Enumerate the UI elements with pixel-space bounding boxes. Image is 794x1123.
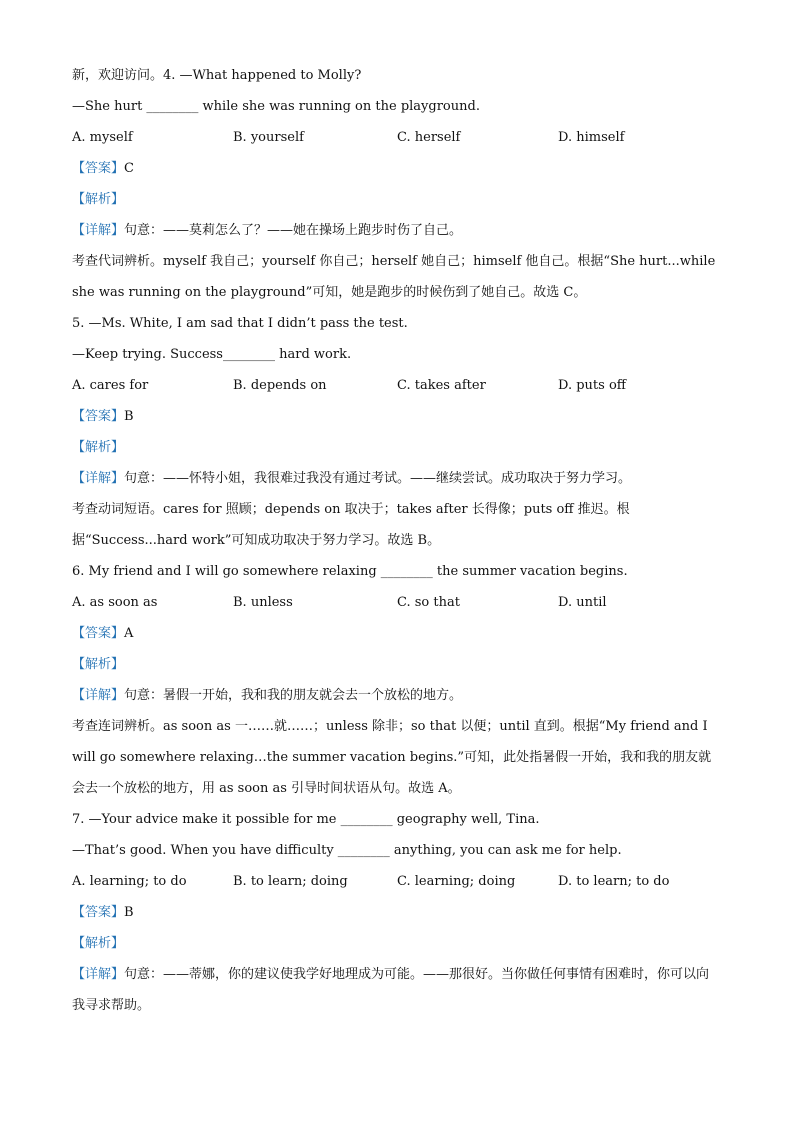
option-a: A. cares for	[72, 378, 149, 393]
detail-line	[72, 463, 722, 494]
detail-tag: 【详解】	[72, 471, 125, 486]
answer-tag: 【答案】	[72, 905, 125, 920]
question-5-stem: 5. —Ms. White, I am sad that I didn’t pass the test.	[72, 316, 408, 331]
option-c: C. so that	[397, 595, 460, 610]
detail-line	[72, 959, 722, 1021]
answer-line	[72, 897, 722, 928]
detail-tag: 【详解】	[72, 223, 125, 238]
analysis-line	[72, 184, 722, 215]
option-c: C. herself	[397, 130, 461, 145]
option-c: C. takes after	[397, 378, 486, 393]
question-6-options	[72, 587, 722, 618]
question-4-options	[72, 122, 722, 153]
question-4-stem: 新，欢迎访问。4. —What happened to Molly?	[72, 68, 362, 83]
option-d: D. to learn; to do	[558, 874, 670, 889]
option-c: C. learning; doing	[397, 874, 516, 889]
detail-text: 句意：——莫莉怎么了？——她在操场上跑步时伤了自己。	[124, 223, 463, 238]
question-7-options	[72, 866, 722, 897]
option-d: D. himself	[558, 130, 625, 145]
question-7-response: —That’s good. When you have difficulty ________ anything, you can ask me for help.	[72, 843, 622, 858]
option-d: D. until	[558, 595, 607, 610]
option-d: D. puts off	[558, 378, 627, 393]
option-b: B. to learn; doing	[233, 874, 348, 889]
answer-tag: 【答案】	[72, 161, 125, 176]
detail-tag: 【详解】	[72, 967, 125, 982]
answer-tag: 【答案】	[72, 409, 125, 424]
detail-text: 句意：——怀特小姐，我很难过我没有通过考试。——继续尝试。成功取决于努力学习。	[124, 471, 632, 486]
question-4-response: —She hurt ________ while she was running on the playground.	[72, 99, 480, 114]
option-a: A. myself	[72, 130, 133, 145]
answer-value: B	[124, 905, 134, 920]
option-b: B. depends on	[233, 378, 327, 393]
option-a: A. as soon as	[72, 595, 158, 610]
question-5-options	[72, 370, 722, 401]
option-a: A. learning; to do	[72, 874, 187, 889]
detail-text: 句意：——蒂娜，你的建议使我学好地理成为可能。——那很好。当你做任何事情有困难时，你可以向我寻求帮助。	[72, 967, 710, 1013]
detail-tag: 【详解】	[72, 688, 125, 703]
analysis-tag: 【解析】	[72, 440, 125, 455]
question-7-stem: 7. —Your advice make it possible for me ________ geography well, Tina.	[72, 812, 540, 827]
document-page	[72, 60, 722, 1021]
option-b: B. yourself	[233, 130, 304, 145]
question-6-stem: 6. My friend and I will go somewhere relaxing ________ the summer vacation begins.	[72, 564, 628, 579]
analysis-line	[72, 432, 722, 463]
answer-line	[72, 618, 722, 649]
analysis-line	[72, 649, 722, 680]
detail-line	[72, 680, 722, 711]
explanation-text: 考查动词短语。cares for 照顾；depends on 取决于；takes after 长得像；puts off 推迟。根据“Success...hard work”可知成功取决于努力学习。故选 B。	[72, 502, 630, 548]
answer-value: C	[124, 161, 134, 176]
analysis-line	[72, 928, 722, 959]
option-b: B. unless	[233, 595, 293, 610]
answer-line	[72, 401, 722, 432]
answer-line	[72, 153, 722, 184]
analysis-tag: 【解析】	[72, 657, 125, 672]
answer-value: A	[124, 626, 134, 641]
explanation-text: 考查连词辨析。as soon as 一……就……；unless 除非；so that 以便；until 直到。根据“My friend and I will go somewhere relaxing…the summer vacation begins.”可知，此处指暑假一开始，我和我的朋友就会去一个放松的地方，用 as soon as 引导时间状语从句。故选 A。	[72, 719, 712, 796]
explanation-text: 考查代词辨析。myself 我自己；yourself 你自己；herself 她自己；himself 他自己。根据“She hurt...while she was running on the playground”可知，她是跑步的时候伤到了她自己。故选 C。	[72, 254, 716, 300]
detail-line	[72, 215, 722, 246]
answer-tag: 【答案】	[72, 626, 125, 641]
detail-text: 句意：暑假一开始，我和我的朋友就会去一个放松的地方。	[124, 688, 463, 703]
question-5-response: —Keep trying. Success________ hard work.	[72, 347, 352, 362]
analysis-tag: 【解析】	[72, 936, 125, 951]
answer-value: B	[124, 409, 134, 424]
analysis-tag: 【解析】	[72, 192, 125, 207]
